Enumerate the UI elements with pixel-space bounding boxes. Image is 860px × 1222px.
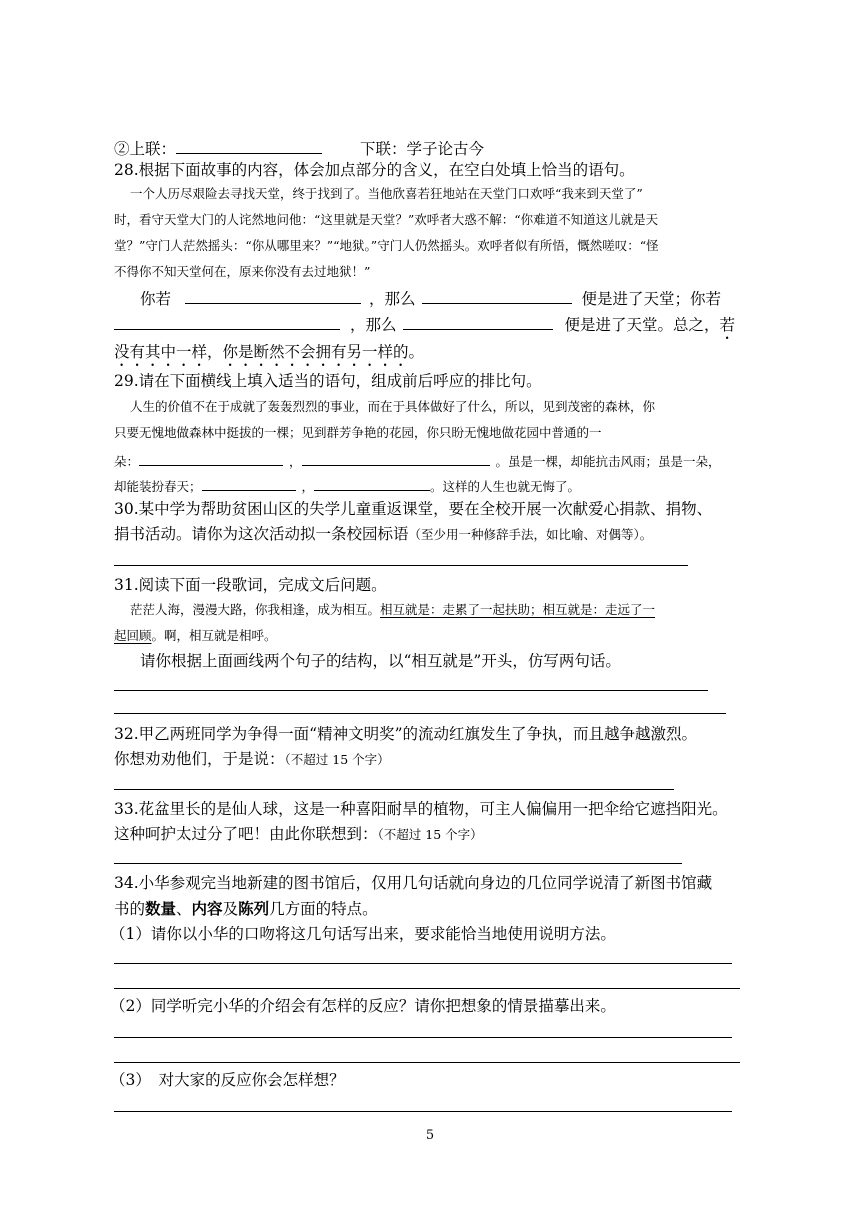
- q34-sep-2: 及: [222, 900, 239, 918]
- q28-text-a: 你若: [140, 290, 172, 308]
- q29-text-d: 却能装扮春天；: [114, 479, 202, 494]
- q28-story-line-4: 不得你不知天堂何在，原来你没有去过地狱！”: [114, 264, 371, 279]
- page-number: 5: [425, 1128, 435, 1143]
- q28-fill-line-1: [140, 290, 721, 308]
- q27-lower: 下联：学子论古今: [360, 140, 485, 158]
- q33-text: 这种呵护太过分了吧！由此你联想到：: [114, 825, 378, 843]
- q28-story-line-1: 一个人历尽艰险去寻找天堂，终于找到了。当他欣喜若狂地站在天堂门口欢呼“我来到天堂了”: [130, 186, 643, 201]
- q31-answer-line-1[interactable]: [114, 690, 708, 691]
- q28-text-c: 便是进了天堂；你若: [581, 290, 722, 308]
- q34-answer-line-2[interactable]: [114, 988, 740, 989]
- q34-sub-3: （3） 对大家的反应你会怎样想？: [110, 1071, 345, 1089]
- q34-keyword-display: 陈列: [238, 899, 270, 918]
- q34-sub-1: （1）请你以小华的口吻将这几句话写出来，要求能恰当地使用说明方法。: [110, 925, 616, 943]
- q29-text-a: 朵：: [114, 454, 140, 469]
- q27-prefix: ②上联：: [114, 140, 177, 158]
- q32-answer-line[interactable]: [114, 789, 674, 790]
- q30-line-2: [114, 527, 652, 543]
- q34-line-1: 34.小华参观完当地新建的图书馆后，仅用几句话就向身边的几位同学说清了新图书馆藏: [114, 874, 713, 892]
- q28-blank-4[interactable]: [403, 316, 553, 330]
- q28-dotted-text: 没有其中一样，你是断然不会拥有另一样的。: [114, 343, 425, 361]
- q31-prompt: 请你根据上面画线两个句子的结构，以“相互就是”开头，仿写两句话。: [140, 652, 621, 670]
- q28-text-d: ，那么: [350, 316, 397, 334]
- q31-lyric-underlined-2: 起回顾: [114, 628, 152, 643]
- q30-line-1: 30.某中学为帮助贫困山区的失学儿童重返课堂，要在全校开展一次献爱心捐款、捐物、: [114, 500, 713, 518]
- q33-answer-line[interactable]: [114, 863, 682, 864]
- q32-note: （不超过 15 个字）: [284, 752, 390, 767]
- q31-lyric-a: 茫茫人海，漫漫大路，你我相逢，成为相互。: [130, 602, 381, 617]
- q29-blank-1[interactable]: [139, 452, 283, 466]
- q29-text-f: 。这样的人生也就无悔了。: [430, 479, 581, 494]
- q34-sub-2: （2）同学听完小华的介绍会有怎样的反应？请你把想象的情景描摹出来。: [110, 997, 616, 1015]
- q28-blank-2[interactable]: [422, 290, 572, 304]
- q28-text-e: 便是进了天堂。总之，: [564, 316, 720, 334]
- q31-answer-line-2[interactable]: [114, 713, 726, 714]
- q29-line-4: [114, 477, 580, 494]
- q32-line-2: [114, 752, 390, 768]
- q34-text-b: 几方面的特点。: [269, 900, 378, 918]
- q31-lyric-line-1: [130, 604, 655, 617]
- q28-fill-line-2: [114, 316, 735, 343]
- q29-blank-3[interactable]: [202, 477, 296, 491]
- q34-line-2: [114, 901, 378, 918]
- q34-answer-line-4[interactable]: [114, 1062, 740, 1063]
- q33-line-1: 33.花盆里长的是仙人球，这是一种喜阳耐旱的植物，可主人偏偏用一把伞给它遮挡阳光。: [114, 800, 728, 818]
- q28-blank-1[interactable]: [185, 290, 361, 304]
- q28-story-line-2: 时，看守天堂大门的人诧然地问他：“这里就是天堂？”欢呼者大惑不解：“你难道不知道这儿就是天: [114, 212, 659, 227]
- q28-story-line-3: 堂？”守门人茫然摇头：“你从哪里来？”“地狱。”守门人仍然摇头。欢呼者似有所悟，慨然嗟叹：“怪: [114, 238, 659, 253]
- q28-title: 28.根据下面故事的内容，体会加点部分的含义，在空白处填上恰当的语句。: [114, 161, 635, 179]
- q34-sep-1: 、: [176, 900, 192, 918]
- q27-blank[interactable]: [176, 140, 322, 154]
- q31-lyric-line-2: [114, 630, 277, 643]
- q30-answer-line[interactable]: [114, 565, 688, 566]
- q31-lyric-d: 。啊，相互就是相呼。: [151, 628, 277, 643]
- q28-dotted-char: 若: [719, 316, 736, 334]
- q34-keyword-quantity: 数量: [145, 899, 177, 918]
- q29-text-c: 。虽是一棵，却能抗击风雨；虽是一朵，: [495, 454, 721, 469]
- q29-blank-4[interactable]: [314, 477, 430, 491]
- q32-text: 你想劝劝他们，于是说：: [114, 750, 285, 768]
- q27-line: [114, 140, 484, 158]
- q29-title: 29.请在下面横线上填入适当的语句，组成前后呼应的排比句。: [114, 372, 542, 390]
- q29-line-3: [114, 452, 721, 469]
- q33-note: （不超过 15 个字）: [377, 827, 483, 842]
- q28-text-b: ，那么: [369, 290, 416, 308]
- q30-note: （至少用一种修辞手法，如比喻、对偶等）。: [408, 527, 653, 542]
- q33-line-2: [114, 827, 483, 843]
- q34-keyword-content: 内容: [191, 899, 223, 918]
- q29-blank-2[interactable]: [302, 452, 490, 466]
- q28-dotted-line: [114, 343, 424, 370]
- q28-blank-3[interactable]: [114, 316, 340, 330]
- q31-lyric-underlined-1: 相互就是：走累了一起扶助；相互就是：走远了一: [380, 602, 656, 617]
- q31-title: 31.阅读下面一段歌词，完成文后问题。: [114, 576, 387, 594]
- q34-text-a: 书的: [114, 900, 146, 918]
- q34-answer-line-3[interactable]: [114, 1037, 732, 1038]
- q34-answer-line-1[interactable]: [114, 963, 732, 964]
- q29-line-2: 只要无愧地做森林中挺拔的一棵；见到群芳争艳的花园，你只盼无愧地做花园中普通的一: [114, 425, 602, 440]
- q29-text-b: ，: [289, 454, 302, 469]
- q32-line-1: 32.甲乙两班同学为争得一面“精神文明奖”的流动红旗发生了争执，而且越争越激烈。: [114, 725, 698, 743]
- q34-answer-line-5[interactable]: [114, 1111, 732, 1112]
- q30-text: 捐书活动。请你为这次活动拟一条校园标语: [114, 525, 409, 543]
- q29-text-e: ，: [301, 479, 315, 494]
- q29-line-1: 人生的价值不在于成就了轰轰烈烈的事业，而在于具体做好了什么，所以，见到茂密的森林，你: [130, 399, 656, 414]
